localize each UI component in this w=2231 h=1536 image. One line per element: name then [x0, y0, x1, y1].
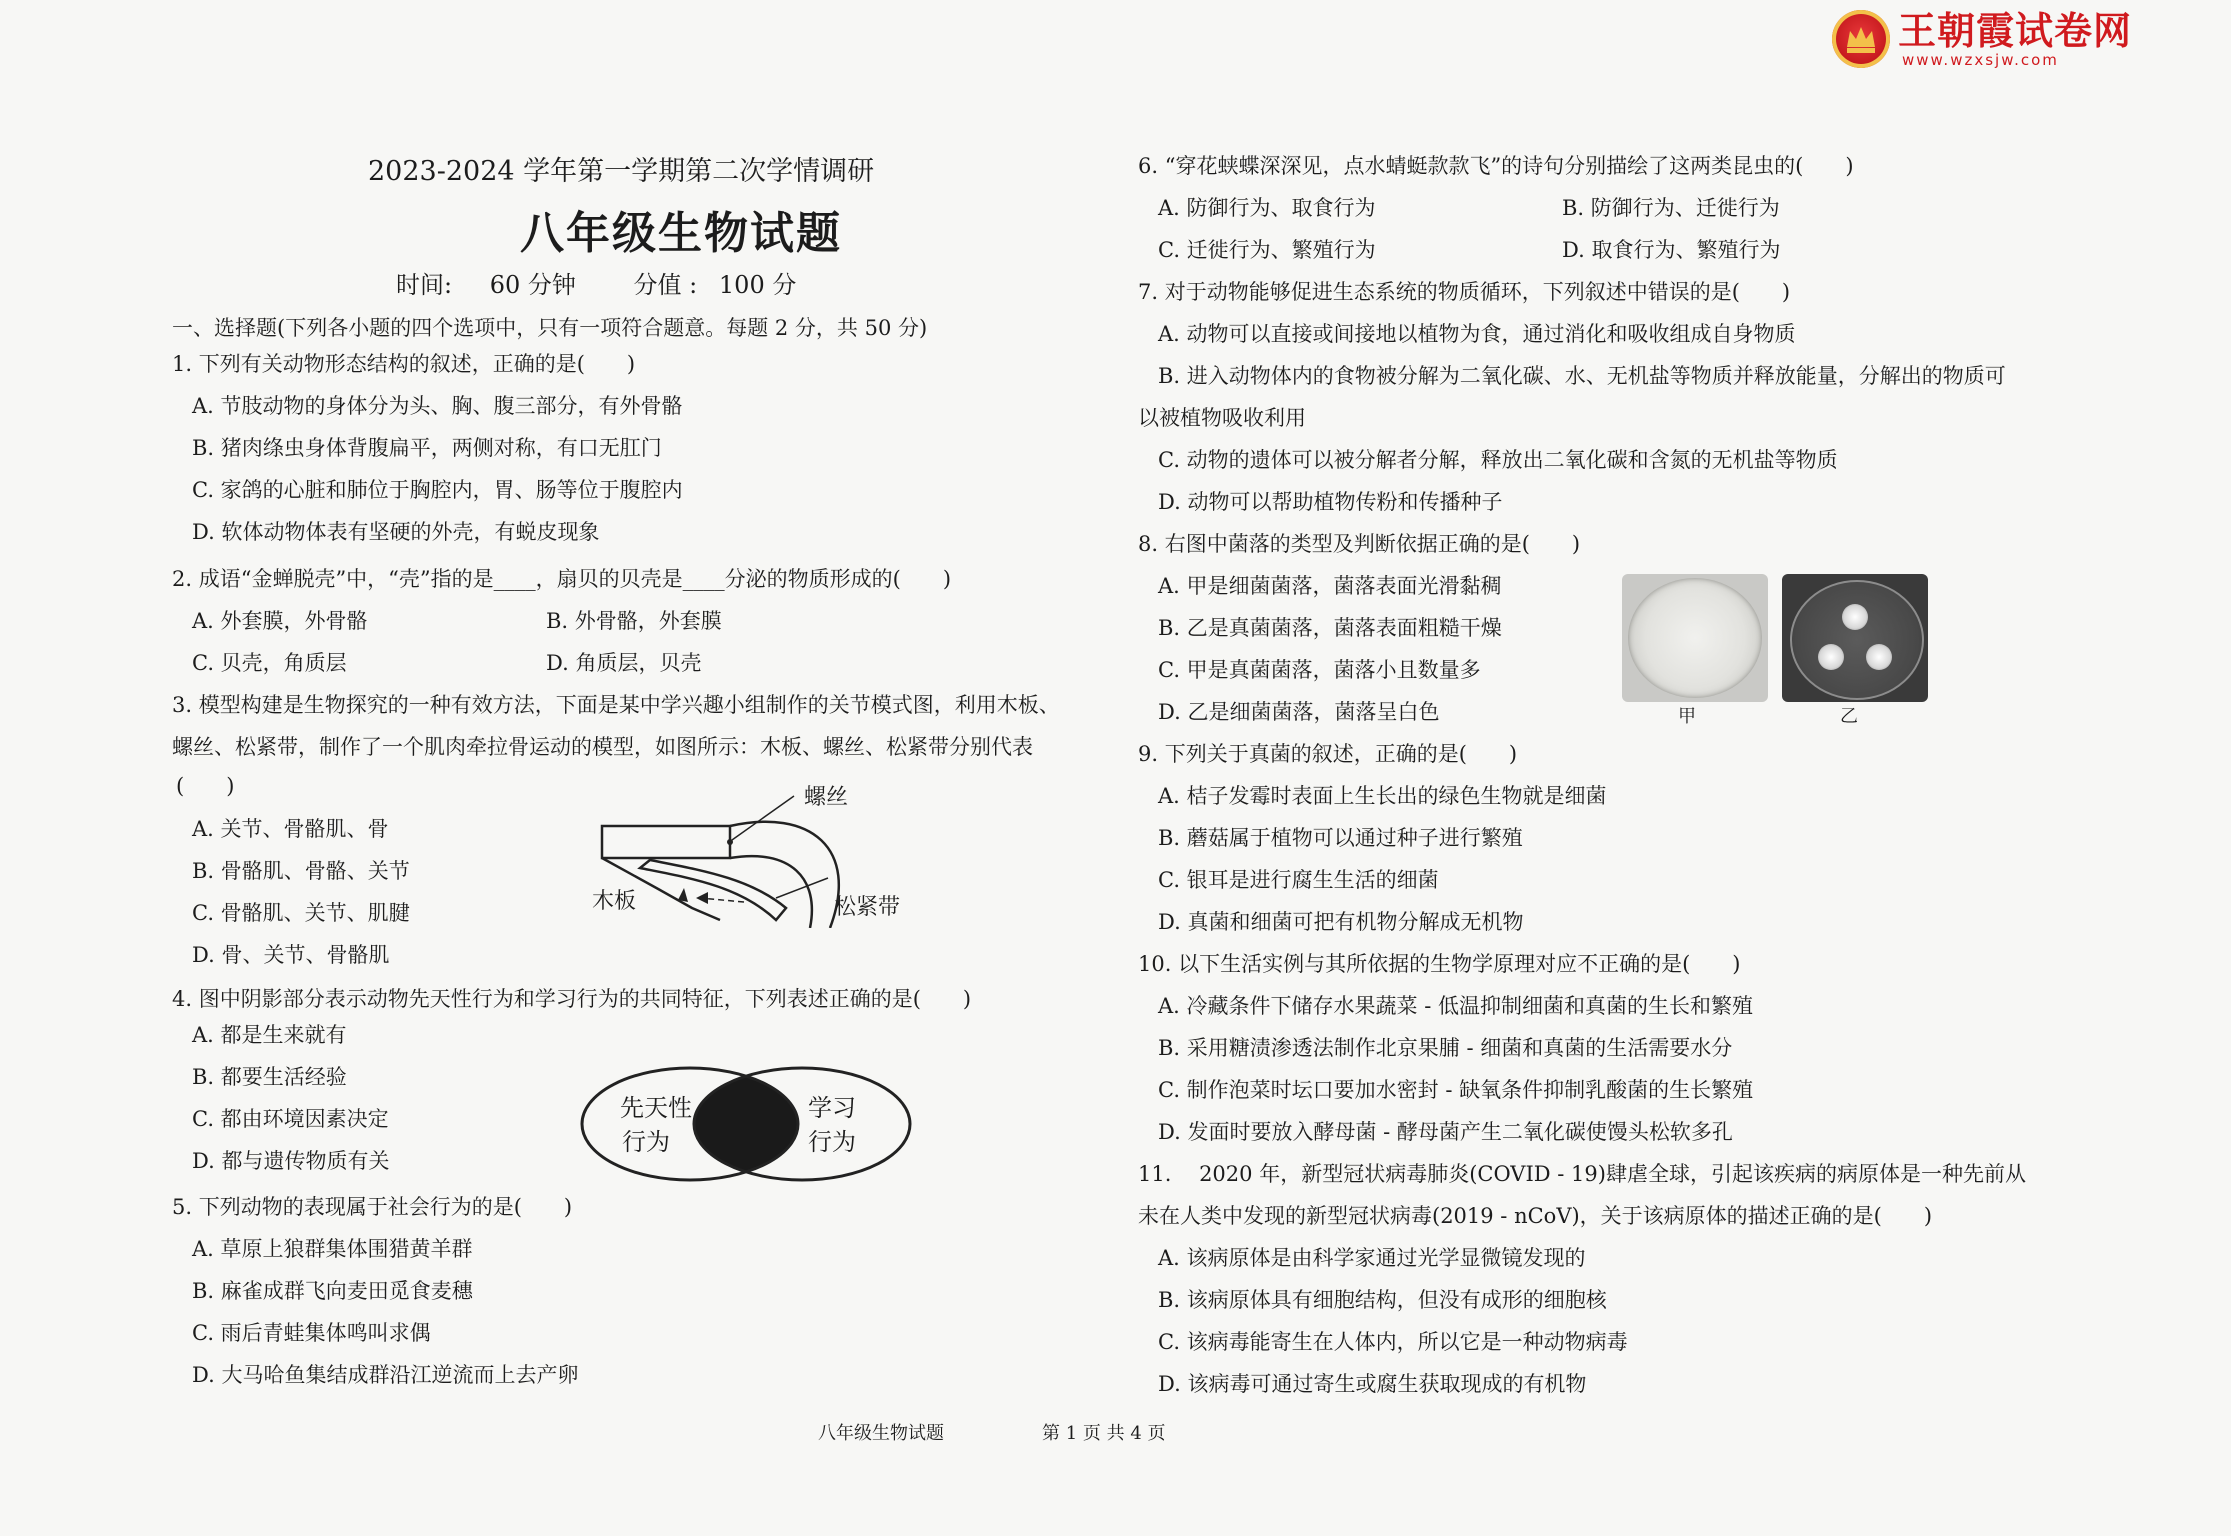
exam-meta	[396, 270, 796, 300]
question-1-option-b: B. 猪肉绦虫身体背腹扁平，两侧对称，有口无肛门	[192, 436, 662, 460]
question-6-stem: 6. “穿花蛱蝶深深见，点水蜻蜓款款飞”的诗句分别描绘了这两类昆虫的( )	[1138, 154, 1854, 178]
score-value: 100 分	[718, 271, 797, 299]
footer-exam-name: 八年级生物试题	[818, 1423, 944, 1444]
petri-dish-jia	[1622, 574, 1768, 702]
logo-url: www.wzxsjw.com	[1902, 51, 2059, 69]
footer-page-number: 第 1 页 共 4 页	[1042, 1423, 1166, 1444]
question-2-option-d: D. 角质层，贝壳	[546, 651, 702, 675]
exam-subtitle: 2023-2024 学年第一学期第二次学情调研	[368, 156, 875, 187]
question-9-option-a: A. 桔子发霉时表面上生长出的绿色生物就是细菌	[1158, 784, 1607, 808]
exam-title: 八年级生物试题	[520, 208, 842, 259]
question-3-option-a: A. 关节、骨骼肌、骨	[192, 817, 389, 841]
question-5-option-c: C. 雨后青蛙集体鸣叫求偶	[192, 1321, 431, 1345]
question-2-option-a: A. 外套膜，外骨骼	[192, 609, 368, 633]
question-1-option-a: A. 节肢动物的身体分为头、胸、腹三部分，有外骨骼	[192, 394, 683, 418]
question-4-stem: 4. 图中阴影部分表示动物先天性行为和学习行为的共同特征，下列表述正确的是( )	[172, 987, 972, 1011]
question-2-stem: 2. 成语“金蝉脱壳”中，“壳”指的是____，扇贝的贝壳是____分泌的物质形成的( )	[172, 567, 952, 591]
score-label: 分值 :	[633, 271, 698, 299]
question-8-option-c: C. 甲是真菌菌落，菌落小且数量多	[1158, 658, 1481, 682]
section-heading: 一、选择题(下列各小题的四个选项中，只有一项符合题意。每题 2 分，共 50 分)	[172, 316, 928, 340]
question-11-option-b: B. 该病原体具有细胞结构，但没有成形的细胞核	[1158, 1288, 1607, 1312]
question-9-option-d: D. 真菌和细菌可把有机物分解成无机物	[1158, 910, 1524, 934]
time-value: 60 分钟	[489, 271, 576, 299]
label-screw: 螺丝	[804, 785, 849, 810]
question-8-option-a: A. 甲是细菌菌落，菌落表面光滑黏稠	[1158, 574, 1502, 598]
venn-right-label-2: 行为	[808, 1128, 856, 1156]
question-9-stem: 9. 下列关于真菌的叙述，正确的是( )	[1138, 742, 1518, 766]
question-6-option-a: A. 防御行为、取食行为	[1158, 196, 1376, 220]
question-10-option-a: A. 冷藏条件下储存水果蔬菜 - 低温抑制细菌和真菌的生长和繁殖	[1158, 994, 1753, 1018]
question-3-option-b: B. 骨骼肌、骨骼、关节	[192, 859, 410, 883]
fungal-colony	[1866, 644, 1892, 670]
question-4-option-a: A. 都是生来就有	[192, 1023, 347, 1047]
question-3-stem-line-3: ( )	[176, 774, 235, 798]
question-4-option-d: D. 都与遗传物质有关	[192, 1149, 390, 1173]
question-5-option-d: D. 大马哈鱼集结成群沿江逆流而上去产卵	[192, 1363, 579, 1387]
question-6-option-b: B. 防御行为、迁徙行为	[1562, 196, 1780, 220]
question-6-option-c: C. 迁徙行为、繁殖行为	[1158, 238, 1376, 262]
label-band: 松紧带	[834, 895, 901, 920]
question-7-stem: 7. 对于动物能够促进生态系统的物质循环，下列叙述中错误的是( )	[1138, 280, 1791, 304]
venn-left-label-2: 行为	[622, 1128, 670, 1156]
question-11-option-a: A. 该病原体是由科学家通过光学显微镜发现的	[1158, 1246, 1586, 1270]
petri-dish-yi	[1782, 574, 1928, 702]
question-7-option-b-line-1: B. 进入动物体内的食物被分解为二氧化碳、水、无机盐等物质并释放能量，分解出的物质可	[1158, 364, 2006, 388]
question-2-option-b: B. 外骨骼，外套膜	[546, 609, 722, 633]
venn-left-label-1: 先天性	[620, 1094, 692, 1122]
question-9-option-b: B. 蘑菇属于植物可以通过种子进行繁殖	[1158, 826, 1523, 850]
question-3-stem-line-2: 螺丝、松紧带，制作了一个肌肉牵拉骨运动的模型，如图所示：木板、螺丝、松紧带分别代表	[172, 735, 1033, 759]
question-2-option-c: C. 贝壳，角质层	[192, 651, 347, 675]
question-7-option-d: D. 动物可以帮助植物传粉和传播种子	[1158, 490, 1503, 514]
time-label: 时间:	[396, 271, 453, 299]
question-6-option-d: D. 取食行为、繁殖行为	[1562, 238, 1781, 262]
logo-title: 王朝霞试卷网	[1898, 9, 2133, 53]
question-8-option-b: B. 乙是真菌菌落，菌落表面粗糙干燥	[1158, 616, 1502, 640]
site-logo	[1832, 10, 2132, 68]
question-11-option-d: D. 该病毒可通过寄生或腐生获取现成的有机物	[1158, 1372, 1587, 1396]
joint-model-figure	[580, 778, 940, 928]
question-3-option-c: C. 骨骼肌、关节、肌腱	[192, 901, 410, 925]
question-5-stem: 5. 下列动物的表现属于社会行为的是( )	[172, 1195, 573, 1219]
question-1-option-d: D. 软体动物体表有坚硬的外壳，有蜕皮现象	[192, 520, 600, 544]
venn-right-label-1: 学习	[808, 1094, 856, 1122]
question-7-option-c: C. 动物的遗体可以被分解者分解，释放出二氧化碳和含氮的无机盐等物质	[1158, 448, 1838, 472]
crown-emblem-icon	[1832, 10, 1890, 68]
question-5-option-b: B. 麻雀成群飞向麦田觅食麦穗	[192, 1279, 473, 1303]
fungal-colony	[1842, 604, 1868, 630]
question-3-stem-line-1: 3. 模型构建是生物探究的一种有效方法，下面是某中学兴趣小组制作的关节模式图，利用木板、	[172, 693, 1060, 717]
label-jia: 甲	[1678, 706, 1696, 727]
label-board: 木板	[592, 889, 637, 914]
board-shape	[602, 826, 730, 858]
question-10-option-d: D. 发面时要放入酵母菌 - 酵母菌产生二氧化碳使馒头松软多孔	[1158, 1120, 1733, 1144]
question-7-option-b-line-2: 以被植物吸收利用	[1138, 406, 1306, 430]
question-10-option-b: B. 采用糖渍渗透法制作北京果脯 - 细菌和真菌的生活需要水分	[1158, 1036, 1733, 1060]
question-11-stem-line-1: 11. 2020 年，新型冠状病毒肺炎(COVID - 19)肆虐全球，引起该疾病的病原体是一种先前从	[1138, 1162, 2026, 1186]
question-9-option-c: C. 银耳是进行腐生生活的细菌	[1158, 868, 1439, 892]
question-3-option-d: D. 骨、关节、骨骼肌	[192, 943, 390, 967]
question-1-stem: 1. 下列有关动物形态结构的叙述，正确的是( )	[172, 352, 636, 376]
venn-diagram-figure	[578, 1064, 914, 1184]
question-8-option-d: D. 乙是细菌菌落，菌落呈白色	[1158, 700, 1440, 724]
question-11-option-c: C. 该病毒能寄生在人体内，所以它是一种动物病毒	[1158, 1330, 1628, 1354]
question-5-option-a: A. 草原上狼群集体围猎黄羊群	[192, 1237, 473, 1261]
question-7-option-a: A. 动物可以直接或间接地以植物为食，通过消化和吸收组成自身物质	[1158, 322, 1796, 346]
fungal-colony	[1818, 644, 1844, 670]
question-10-stem: 10. 以下生活实例与其所依据的生物学原理对应不正确的是( )	[1138, 952, 1741, 976]
label-yi: 乙	[1840, 706, 1858, 727]
question-10-option-c: C. 制作泡菜时坛口要加水密封 - 缺氧条件抑制乳酸菌的生长繁殖	[1158, 1078, 1754, 1102]
question-4-option-c: C. 都由环境因素决定	[192, 1107, 389, 1131]
question-4-option-b: B. 都要生活经验	[192, 1065, 347, 1089]
question-8-stem: 8. 右图中菌落的类型及判断依据正确的是( )	[1138, 532, 1581, 556]
crown-icon	[1841, 19, 1881, 59]
question-11-stem-line-2: 未在人类中发现的新型冠状病毒(2019 - nCoV)，关于该病原体的描述正确的是( )	[1138, 1204, 1933, 1228]
question-1-option-c: C. 家鸽的心脏和肺位于胸腔内，胃、肠等位于腹腔内	[192, 478, 683, 502]
